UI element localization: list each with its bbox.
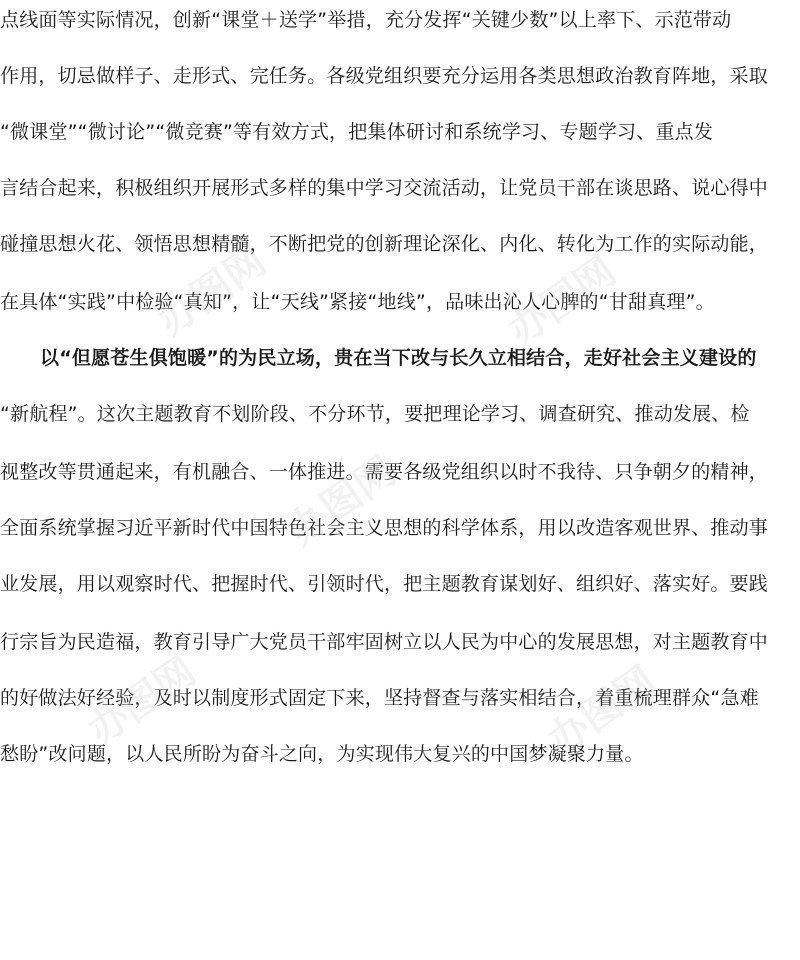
- paragraph-line: 在具体“实践”中检验“真知”，让“天线”紧接“地线”，品味出沁人心脾的“甘甜真理”。: [0, 291, 715, 313]
- watermark: 办图网: [279, 448, 405, 555]
- watermark: 办图网: [79, 648, 205, 755]
- paragraph-line: “微课堂”“微讨论”“微竞赛”等有效方式，把集体研讨和系统学习、专题学习、重点发: [0, 121, 714, 143]
- paragraph-line: 的好做法好经验，及时以制度形式固定下来，坚持督查与落实相结合，着重梳理群众“急难: [0, 687, 759, 709]
- paragraph-line: 行宗旨为民造福，教育引导广大党员干部牢固树立以人民为中心的发展思想，对主题教育中: [0, 631, 769, 653]
- paragraph-line: 业发展，用以观察时代、把握时代、引领时代，把主题教育谋划好、组织好、落实好。要践: [0, 573, 769, 595]
- paragraph-line: 全面系统掌握习近平新时代中国特色社会主义思想的科学体系，用以改造客观世界、推动事: [0, 517, 769, 539]
- watermark: 办图网: [499, 248, 625, 355]
- paragraph-line: 言结合起来，积极组织开展形式多样的集中学习交流活动，让党员干部在谈思路、说心得中: [0, 177, 769, 199]
- paragraph-line: “新航程”。这次主题教育不划阶段、不分环节，要把理论学习、调查研究、推动发展、检: [0, 403, 750, 425]
- paragraph-line: 碰撞思想火花、领悟思想精髓，不断把党的创新理论深化、内化、转化为工作的实际动能，: [0, 233, 769, 255]
- paragraph-line: 视整改等贯通起来，有机融合、一体推进。需要各级党组织以时不我待、只争朝夕的精神，: [0, 461, 769, 483]
- watermark: 办图网: [539, 658, 665, 765]
- paragraph-line: 愁盼”改问题，以人民所盼为奋斗之向，为实现伟大复兴的中国梦凝聚力量。: [0, 743, 644, 765]
- paragraph-heading-line: 以“但愿苍生俱饱暖”的为民立场，贵在当下改与长久立相结合，走好社会主义建设的: [40, 347, 757, 369]
- watermark: 办图网: [149, 238, 275, 345]
- paragraph-line: 作用，切忌做样子、走形式、完任务。各级党组织要充分运用各类思想政治教育阵地，采取: [0, 65, 769, 87]
- paragraph-line: 点线面等实际情况，创新“课堂＋送学”举措，充分发挥“关键少数”以上率下、示范带动: [0, 9, 732, 31]
